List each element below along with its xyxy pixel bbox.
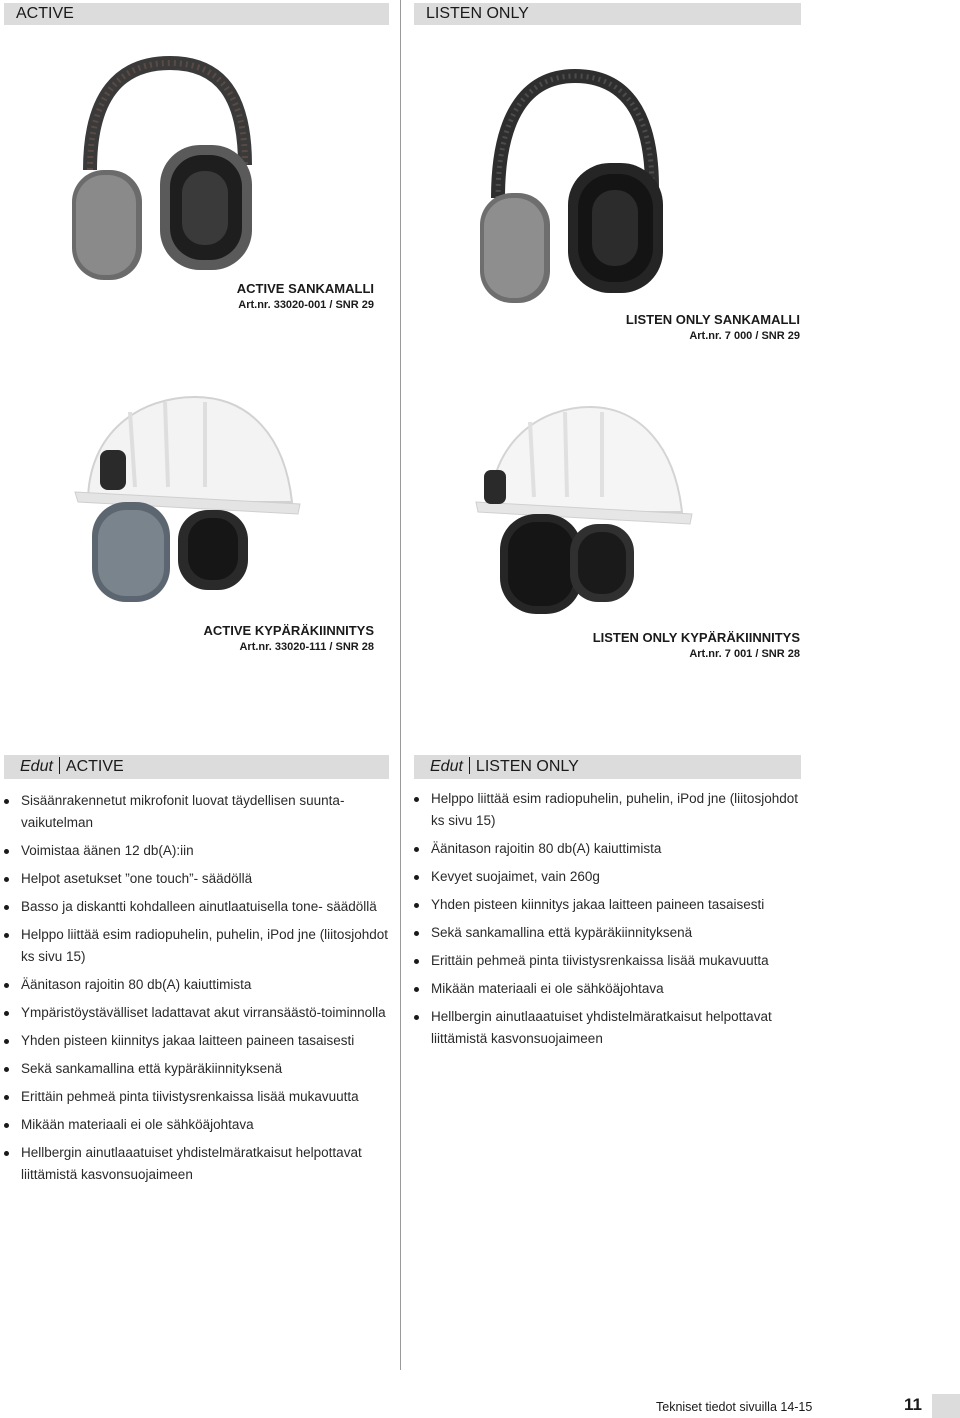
listen-only-helmet-earmuff-image bbox=[470, 402, 695, 617]
benefits-active-title: ACTIVE bbox=[65, 758, 124, 775]
benefit-item bbox=[414, 978, 800, 1000]
bullet-icon bbox=[414, 959, 419, 964]
benefit-text: Ympäristöystävälliset ladattavat akut virransäästö-toiminnolla bbox=[21, 1005, 386, 1020]
active-headband-artnr: Art.nr. 33020-001 / SNR 29 bbox=[238, 299, 374, 311]
benefit-item bbox=[4, 896, 390, 918]
benefit-item bbox=[414, 838, 800, 860]
active-headband-title: ACTIVE SANKAMALLI bbox=[236, 281, 374, 296]
benefit-text: Hellbergin ainutlaaatuiset yhdistelmäratkaisut helpottavat liittämistä kasvonsuojaimeen bbox=[21, 1145, 362, 1182]
benefits-active-header bbox=[4, 755, 389, 779]
benefit-item bbox=[414, 894, 800, 916]
column-divider bbox=[400, 0, 401, 1370]
benefit-text: Mikään materiaali ei ole sähköäjohtava bbox=[431, 981, 664, 996]
benefit-text: Sisäänrakennetut mikrofonit luovat täydellisen suunta-vaikutelman bbox=[21, 793, 345, 830]
listen-only-headband-title: LISTEN ONLY SANKAMALLI bbox=[625, 312, 800, 327]
benefit-text: Helppo liittää esim radiopuhelin, puhelin, iPod jne (liitosjohdot ks sivu 15) bbox=[431, 791, 798, 828]
bullet-icon bbox=[414, 931, 419, 936]
section-header-active-label: ACTIVE bbox=[16, 5, 74, 22]
benefit-item bbox=[414, 866, 800, 888]
benefit-item bbox=[4, 1086, 390, 1108]
active-helmet-earmuff-image bbox=[70, 392, 305, 607]
section-header-listen-only bbox=[414, 3, 801, 25]
bullet-icon bbox=[4, 933, 9, 938]
benefit-text: Äänitason rajoitin 80 db(A) kaiuttimista bbox=[431, 841, 662, 856]
benefit-item bbox=[4, 1030, 390, 1052]
benefit-text: Basso ja diskantti kohdalleen ainutlaatuisella tone- säädöllä bbox=[21, 899, 377, 914]
benefits-active-label: Edut bbox=[20, 758, 53, 775]
benefit-item bbox=[4, 974, 390, 996]
page-number-box bbox=[868, 1394, 928, 1418]
listen-only-headband-caption bbox=[560, 312, 800, 344]
benefit-text: Yhden pisteen kiinnitys jakaa laitteen paineen tasaisesti bbox=[21, 1033, 355, 1048]
listen-only-helmet-caption bbox=[540, 630, 800, 662]
benefit-text: Yhden pisteen kiinnitys jakaa laitteen paineen tasaisesti bbox=[431, 897, 765, 912]
bullet-icon bbox=[4, 799, 9, 804]
bullet-icon bbox=[414, 987, 419, 992]
bullet-icon bbox=[4, 1095, 9, 1100]
listen-only-helmet-artnr: Art.nr. 7 001 / SNR 28 bbox=[689, 648, 800, 660]
benefit-text: Hellbergin ainutlaaatuiset yhdistelmäratkaisut helpottavat liittämistä kasvonsuojaimeen bbox=[431, 1009, 772, 1046]
benefit-item bbox=[414, 1006, 800, 1050]
benefit-text: Voimistaa äänen 12 db(A):iin bbox=[21, 843, 194, 858]
benefit-item bbox=[4, 1142, 390, 1186]
listen-only-headband-artnr: Art.nr. 7 000 / SNR 29 bbox=[689, 330, 800, 342]
benefit-item bbox=[4, 1058, 390, 1080]
benefit-item bbox=[4, 1002, 390, 1024]
bullet-icon bbox=[414, 847, 419, 852]
header-separator bbox=[59, 757, 60, 774]
benefits-listen-only-header bbox=[414, 755, 801, 779]
benefits-listen-only-title: LISTEN ONLY bbox=[475, 758, 579, 775]
benefit-item bbox=[4, 840, 390, 862]
benefit-text: Äänitason rajoitin 80 db(A) kaiuttimista bbox=[21, 977, 252, 992]
bullet-icon bbox=[414, 875, 419, 880]
section-header-listen-only-label: LISTEN ONLY bbox=[426, 5, 529, 22]
active-helmet-artnr: Art.nr. 33020-111 / SNR 28 bbox=[239, 641, 374, 653]
active-helmet-caption bbox=[150, 623, 374, 655]
bullet-icon bbox=[4, 877, 9, 882]
bullet-icon bbox=[4, 1067, 9, 1072]
footer-technical-info: Tekniset tiedot sivuilla 14-15 bbox=[656, 1400, 813, 1414]
active-helmet-title: ACTIVE KYPÄRÄKIINNITYS bbox=[203, 623, 374, 638]
benefits-active-list bbox=[4, 790, 390, 1192]
benefit-text: Helpot asetukset ”one touch”- säädöllä bbox=[21, 871, 253, 886]
listen-only-headband-earmuff-image bbox=[470, 68, 670, 308]
listen-only-helmet-title: LISTEN ONLY KYPÄRÄKIINNITYS bbox=[592, 630, 800, 645]
bullet-icon bbox=[4, 1151, 9, 1156]
header-separator bbox=[469, 757, 470, 774]
active-headband-caption bbox=[150, 281, 374, 313]
benefit-text: Erittäin pehmeä pinta tiivistysrenkaissa lisää mukavuutta bbox=[431, 953, 769, 968]
bullet-icon bbox=[4, 1011, 9, 1016]
bullet-icon bbox=[4, 1123, 9, 1128]
benefit-item bbox=[4, 868, 390, 890]
benefit-item bbox=[414, 950, 800, 972]
bullet-icon bbox=[4, 1039, 9, 1044]
benefit-text: Kevyet suojaimet, vain 260g bbox=[431, 869, 600, 884]
benefit-text: Sekä sankamallina että kypäräkiinnityksenä bbox=[431, 925, 693, 940]
benefit-text: Helppo liittää esim radiopuhelin, puhelin, iPod jne (liitosjohdot ks sivu 15) bbox=[21, 927, 388, 964]
benefit-text: Erittäin pehmeä pinta tiivistysrenkaissa lisää mukavuutta bbox=[21, 1089, 359, 1104]
bullet-icon bbox=[414, 1015, 419, 1020]
active-headband-earmuff-image bbox=[60, 55, 260, 285]
page-tab bbox=[932, 1394, 960, 1418]
benefits-listen-only-list bbox=[414, 788, 800, 1056]
benefit-item bbox=[4, 1114, 390, 1136]
benefit-item bbox=[414, 788, 800, 832]
bullet-icon bbox=[414, 903, 419, 908]
page-number: 11 bbox=[904, 1395, 922, 1414]
bullet-icon bbox=[4, 905, 9, 910]
benefit-text: Mikään materiaali ei ole sähköäjohtava bbox=[21, 1117, 254, 1132]
bullet-icon bbox=[4, 849, 9, 854]
bullet-icon bbox=[4, 983, 9, 988]
benefit-text: Sekä sankamallina että kypäräkiinnityksenä bbox=[21, 1061, 283, 1076]
benefit-item bbox=[4, 924, 390, 968]
benefit-item bbox=[4, 790, 390, 834]
section-header-active bbox=[4, 3, 389, 25]
benefit-item bbox=[414, 922, 800, 944]
bullet-icon bbox=[414, 797, 419, 802]
benefits-listen-only-label: Edut bbox=[430, 758, 463, 775]
